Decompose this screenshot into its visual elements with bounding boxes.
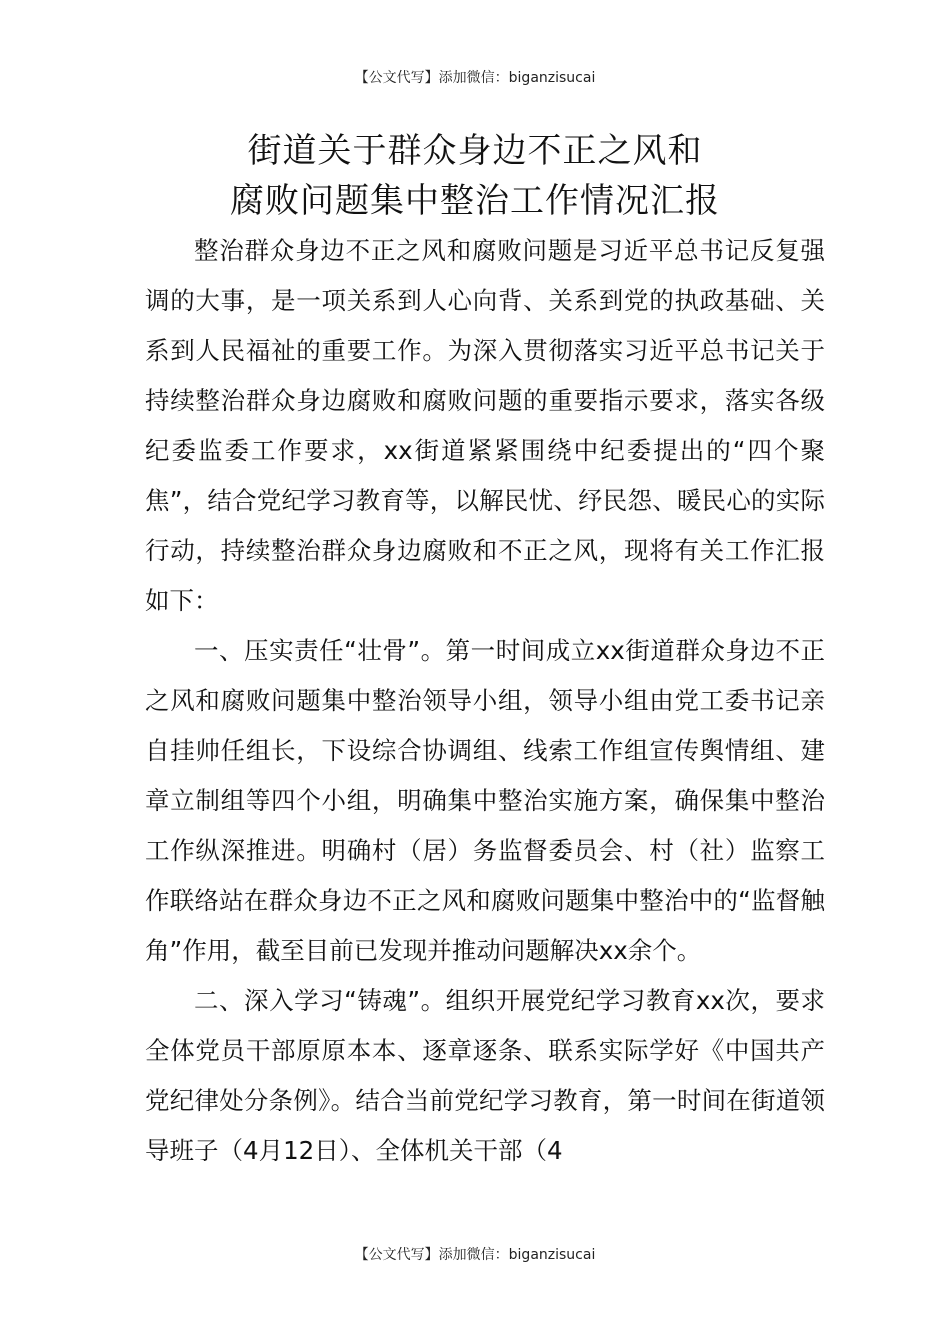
section-two-paragraph: 二、深入学习“铸魂”。组织开展党纪学习教育xx次，要求全体党员干部原原本本、逐章逐条、联系实际学好《中国共产党纪律处分条例》。结合当前党纪学习教育，第一时间在街道领导班子（4月12日）、全体机关干部（4 — [145, 986, 825, 1165]
document-title-line-2: 腐败问题集中整治工作情况汇报 — [230, 181, 720, 221]
document-title-line-1: 街道关于群众身边不正之风和 — [247, 131, 703, 171]
section-one-paragraph: 一、压实责任“壮骨”。第一时间成立xx街道群众身边不正之风和腐败问题集中整治领导小组，领导小组由党工委书记亲自挂帅任组长，下设综合协调组、线索工作组宣传舆情组、建章立制组等四个小组，明确集中整治实施方案，确保集中整治工作纵深推进。明确村（居）务监督委员会、村（社）监察工作联络站在群众身边不正之风和腐败问题集中整治中的“监督触角”作用，截至目前已发现并推动问题解决xx余个。 — [145, 636, 825, 965]
header-note: 【公文代写】添加微信：biganzisucai — [354, 70, 596, 86]
intro-paragraph: 整治群众身边不正之风和腐败问题是习近平总书记反复强调的大事，是一项关系到人心向背、关系到党的执政基础、关系到人民福祉的重要工作。为深入贯彻落实习近平总书记关于持续整治群众身边腐败和腐败问题的重要指示要求，落实各级纪委监委工作要求，xx街道紧紧围绕中纪委提出的“四个聚焦”，结合党纪学习教育等，以解民忧、纾民怨、暖民心的实际行动，持续整治群众身边腐败和不正之风，现将有关工作汇报如下： — [145, 236, 825, 615]
footer-note: 【公文代写】添加微信：biganzisucai — [354, 1247, 596, 1263]
document-body — [145, 226, 825, 1176]
